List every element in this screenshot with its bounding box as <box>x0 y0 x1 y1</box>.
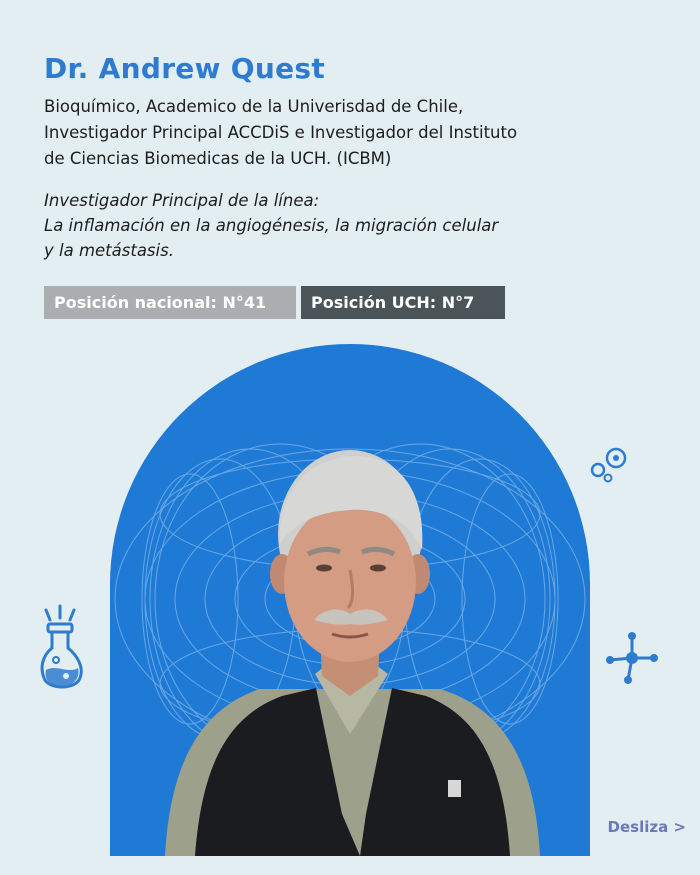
portrait-area <box>110 344 590 856</box>
ranking-uch-badge: Posición UCH: N°7 <box>301 286 505 319</box>
ranking-nacional-badge: Posición nacional: N°41 <box>44 286 296 319</box>
bio-line: Bioquímico, Academico de la Univerisdad de Chile, <box>44 97 464 116</box>
bubbles-icon <box>588 444 632 484</box>
research-line-text <box>44 188 664 263</box>
research-line: Investigador Principal de la línea: <box>44 191 320 210</box>
research-line: y la metástasis. <box>44 241 174 260</box>
person-name: Dr. Andrew Quest <box>44 52 326 85</box>
research-line: La inflamación en la angiogénesis, la migración celular <box>44 216 499 235</box>
flask-icon <box>36 604 100 700</box>
bio-line: de Ciencias Biomedicas de la UCH. (ICBM) <box>44 149 392 168</box>
bio-line: Investigador Principal ACCDiS e Investigador del Instituto <box>44 123 518 142</box>
swipe-next-link[interactable]: Desliza > <box>607 818 686 836</box>
bio-text <box>44 94 664 172</box>
portrait-photo <box>110 344 590 856</box>
molecule-icon <box>604 630 660 686</box>
